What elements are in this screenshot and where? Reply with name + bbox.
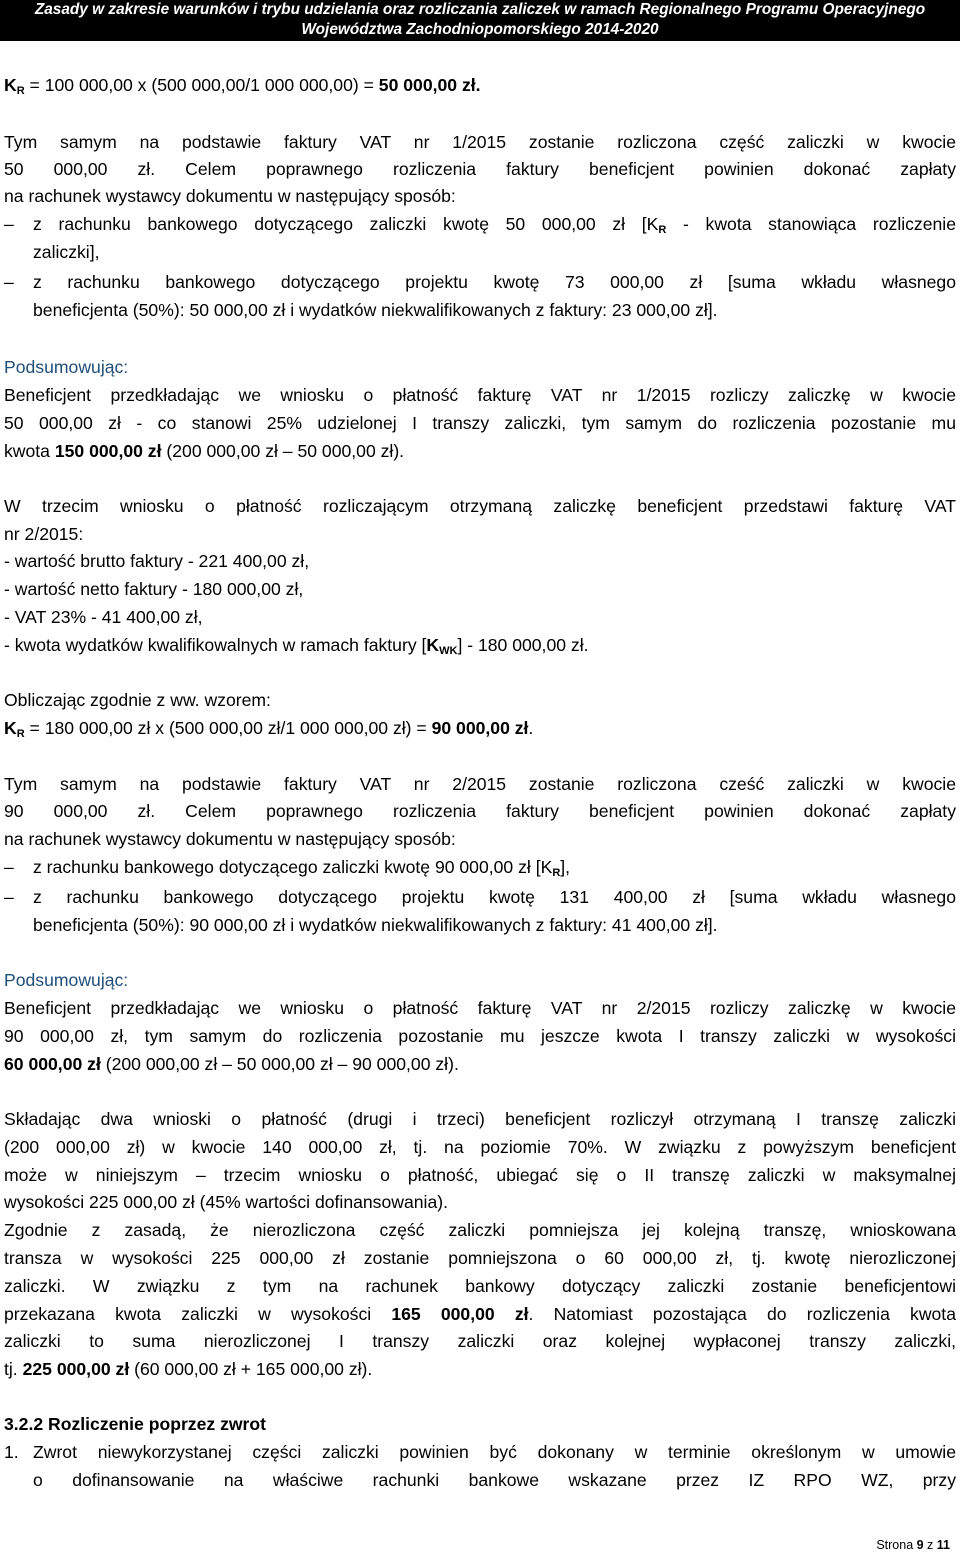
summary1-heading: Podsumowując:: [4, 357, 129, 377]
para5-line7: zaliczki. W związku z tym na rachunek bankowy dotyczący zaliczki zostanie beneficjentowi: [4, 1276, 956, 1296]
para1-line3: na rachunek wystawcy dokumentu w następujący sposób:: [4, 186, 456, 206]
para5-line6: transza w wysokości 225 000,00 zł zostanie pomniejszona o 60 000,00 zł, tj. kwotę nierozliczonej: [4, 1248, 956, 1268]
list1-dash-1: –: [4, 214, 14, 234]
para2-line4: - wartość netto faktury - 180 000,00 zł,: [4, 579, 304, 599]
summary2-line3: 60 000,00 zł (200 000,00 zł – 50 000,00 zł – 90 000,00 zł).: [4, 1054, 459, 1074]
summary1-line2: 50 000,00 zł - co stanowi 25% udzielonej I transzy zaliczki, tym samym do rozliczenia pozostanie mu: [4, 413, 956, 433]
section-item-line1: Zwrot niewykorzystanej części zaliczki powinien być dokonany w terminie określonym w umowie: [33, 1442, 956, 1462]
para4-line2: 90 000,00 zł. Celem poprawnego rozliczenia faktury beneficjent powinien dokonać zapłaty: [4, 801, 956, 821]
section-title: 3.2.2 Rozliczenie poprzez zwrot: [4, 1414, 267, 1434]
section-item-number: 1.: [4, 1442, 19, 1462]
summary1-line1: Beneficjent przedkładając we wniosku o płatność fakturę VAT nr 1/2015 rozliczy zaliczkę w kwocie: [4, 385, 956, 405]
list2-dash-2: –: [4, 887, 14, 907]
para5-line9: zaliczki to suma nierozliczonej I transzy zaliczki oraz kolejnej wypłaconej transzy zaliczki,: [4, 1331, 956, 1351]
header-line-2: Województwa Zachodniopomorskiego 2014-2020: [301, 21, 659, 38]
para5-line8: przekazana kwota zaliczki w wysokości 165 000,00 zł. Natomiast pozostająca do rozliczenia kwota: [4, 1304, 956, 1324]
para2-line1: W trzecim wniosku o płatność rozliczającym otrzymaną zaliczkę beneficjent przedstawi fakturę VAT: [4, 496, 956, 516]
list2-item2-line1: z rachunku bankowego dotyczącego projektu kwotę 131 400,00 zł [suma wkładu własnego: [33, 887, 956, 907]
list2-item1: z rachunku bankowego dotyczącego zaliczki kwotę 90 000,00 zł $[K_R]$,: [33, 857, 571, 879]
para2-line3: - wartość brutto faktury - 221 400,00 zł,: [4, 551, 310, 571]
para5-line3: może w niniejszym – trzecim wniosku o płatność, ubiegać się o II transzę zaliczki w maksymalnej: [4, 1165, 956, 1185]
para2-line5: - VAT 23% - 41 400,00 zł,: [4, 607, 203, 627]
para2-line2: nr 2/2015:: [4, 524, 84, 544]
formula-kr-1: $K_R = 100$ 000,00 x (500 000,00/1 000 000,00) = 50 000,00 zł.: [4, 75, 481, 97]
summary2-line2: 90 000,00 zł, tym samym do rozliczenia pozostanie mu jeszcze kwota I transzy zaliczki w wysokości: [4, 1026, 956, 1046]
header-line-1: Zasady w zakresie warunków i trybu udzielania oraz rozliczania zaliczek w ramach Regionalnego Programu Operacyjnego: [34, 1, 926, 18]
summary2-line1: Beneficjent przedkładając we wniosku o płatność fakturę VAT nr 2/2015 rozliczy zaliczkę w kwocie: [4, 998, 956, 1018]
para5-line1: Składając dwa wnioski o płatność (drugi i trzeci) beneficjent rozliczył otrzymaną I transzę zaliczki: [4, 1109, 956, 1129]
list2-item2-line2: beneficjenta (50%): 90 000,00 zł i wydatków niekwalifikowanych z faktury: 41 400,00 zł].: [33, 915, 718, 935]
para4-line1: Tym samym na podstawie faktury VAT nr 2/2015 zostanie rozliczona cześć zaliczki w kwocie: [4, 774, 956, 794]
para2-line6: - kwota wydatków kwalifikowalnych w ramach faktury $[K_{WK}] - 180$ 000,00 zł.: [4, 635, 589, 657]
para4-line3: na rachunek wystawcy dokumentu w następujący sposób:: [4, 829, 456, 849]
summary1-line3: kwota 150 000,00 zł (200 000,00 zł – 50 000,00 zł).: [4, 441, 405, 461]
section-item-line2: o dofinansowanie na właściwe rachunki bankowe wskazane przez IZ RPO WZ, przy: [33, 1470, 956, 1490]
page-header: [0, 0, 960, 41]
para5-line10: tj. 225 000,00 zł (60 000,00 zł + 165 000,00 zł).: [4, 1359, 373, 1379]
list2-dash-1: –: [4, 857, 14, 877]
para5-line2: (200 000,00 zł) w kwocie 140 000,00 zł, tj. na poziomie 70%. W związku z powyższym beneficjent: [4, 1137, 956, 1157]
para3-line1: Obliczając zgodnie z ww. wzorem:: [4, 690, 271, 710]
para1-line1: Tym samym na podstawie faktury VAT nr 1/2015 zostanie rozliczona część zaliczki w kwocie: [4, 132, 956, 152]
para1-line2: 50 000,00 zł. Celem poprawnego rozliczenia faktury beneficjent powinien dokonać zapłaty: [4, 159, 956, 179]
list1-item2-line1: z rachunku bankowego dotyczącego projektu kwotę 73 000,00 zł [suma wkładu własnego: [33, 272, 956, 292]
para5-line4: wysokości 225 000,00 zł (45% wartości dofinansowania).: [4, 1192, 448, 1212]
page-number: Strona 9 z 11: [876, 1538, 950, 1552]
list1-dash-2: –: [4, 272, 14, 292]
list1-item1-line2: zaliczki],: [33, 242, 100, 262]
formula-kr-2: $K_R = 180$ 000,00 zł x (500 000,00 zł/1 000 000,00 zł) = 90 000,00 zł.: [4, 718, 534, 740]
list1-item1-line1: z rachunku bankowego dotyczącego zaliczki kwotę 50 000,00 zł [$K_R$ - kwota stanowiąca rozliczenie: [33, 214, 956, 236]
para5-line5: Zgodnie z zasadą, że nierozliczona część zaliczki pomniejsza jej kolejną transzę, wnioskowana: [4, 1220, 956, 1240]
summary2-heading: Podsumowując:: [4, 970, 129, 990]
list1-item2-line2: beneficjenta (50%): 50 000,00 zł i wydatków niekwalifikowanych z faktury: 23 000,00 zł].: [33, 300, 718, 320]
